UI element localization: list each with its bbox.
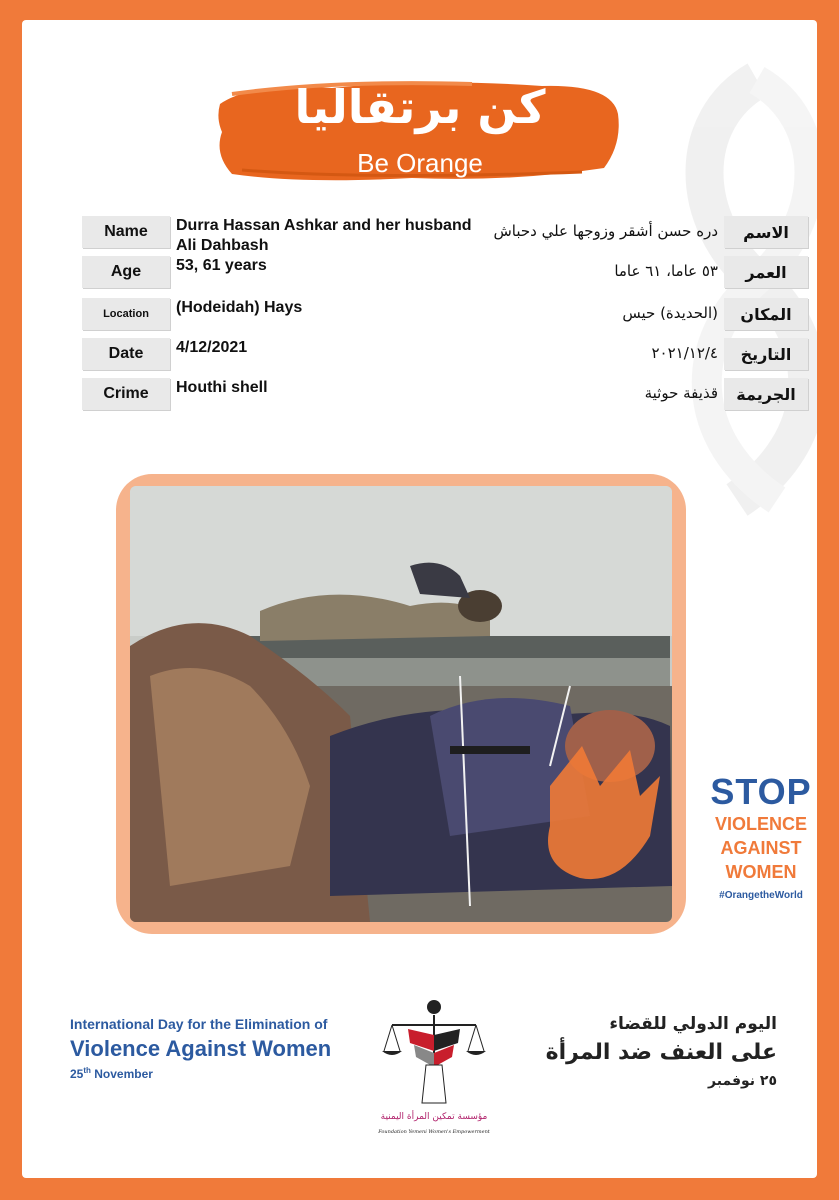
label-age-ar: العمر (724, 256, 808, 288)
international-day-ar (477, 1014, 777, 1089)
date-month: November (94, 1067, 153, 1081)
label-name-ar: الاسم (724, 216, 808, 248)
logo-text-ar: مؤسسة تمكين المرأة اليمنية (380, 1112, 488, 1122)
stop-violence-badge (706, 772, 816, 901)
poster-card (22, 20, 817, 1178)
foundation-logo (374, 995, 494, 1145)
intl-day-line2: Violence Against Women (70, 1036, 332, 1061)
info-row-crime (64, 376, 814, 412)
info-row-age (64, 254, 814, 290)
international-day-en (70, 1016, 370, 1081)
value-location-ar: (الحديدة) حيس (622, 304, 718, 322)
date-suffix: th (83, 1066, 91, 1075)
value-age-ar: ٥٣ عاما، ٦١ عاما (614, 262, 718, 280)
label-crime-ar: الجريمة (724, 378, 808, 410)
violence-text: VIOLENCE (714, 814, 807, 834)
awareness-ribbon-decoration (667, 60, 817, 520)
value-age-en: 53, 61 years (176, 257, 267, 274)
label-date-ar: التاريخ (724, 338, 808, 370)
ar-day-line2: على العنف ضد المرأة (545, 1040, 777, 1065)
value-crime-ar: قذيفة حوثية (644, 384, 718, 402)
date-number: 25 (70, 1067, 84, 1081)
ar-day-line1: اليوم الدولي للقضاء (609, 1014, 777, 1034)
value-date-ar: ٢٠٢١/١٢/٤ (651, 344, 718, 362)
against-text: AGAINST (720, 838, 802, 858)
label-location-ar: المكان (724, 298, 808, 330)
logo-text-en: Foundation Yemeni Women's Empowerment (378, 1129, 490, 1135)
value-name-en: Durra Hassan Ashkar and her husband Ali Dahbash (176, 217, 472, 254)
label-age-en: Age (82, 256, 170, 288)
label-date-en: Date (82, 338, 170, 370)
stop-text: STOP (710, 771, 812, 812)
women-text: WOMEN (725, 862, 797, 882)
ar-day-date: ٢٥ نوفمبر (708, 1073, 777, 1089)
intl-day-line1: International Day for the Elimination of (70, 1016, 328, 1032)
victims-photo (130, 486, 672, 922)
value-crime-en: Houthi shell (176, 379, 268, 396)
value-date-en: 4/12/2021 (176, 339, 248, 356)
info-row-location (64, 296, 814, 332)
info-row-date (64, 336, 814, 372)
hashtag-text: #OrangetheWorld (719, 890, 803, 901)
label-location-en: Location (82, 298, 170, 330)
info-row-name (64, 214, 814, 254)
value-location-en: (Hodeidah) Hays (176, 299, 303, 316)
value-name-ar: دره حسن أشقر وزوجها علي دحباش (493, 222, 718, 240)
intl-day-date (70, 1066, 370, 1081)
label-name-en: Name (82, 216, 170, 248)
title-arabic: كن برتقاليا (294, 80, 546, 134)
label-crime-en: Crime (82, 378, 170, 410)
title-english: Be Orange (357, 148, 483, 178)
